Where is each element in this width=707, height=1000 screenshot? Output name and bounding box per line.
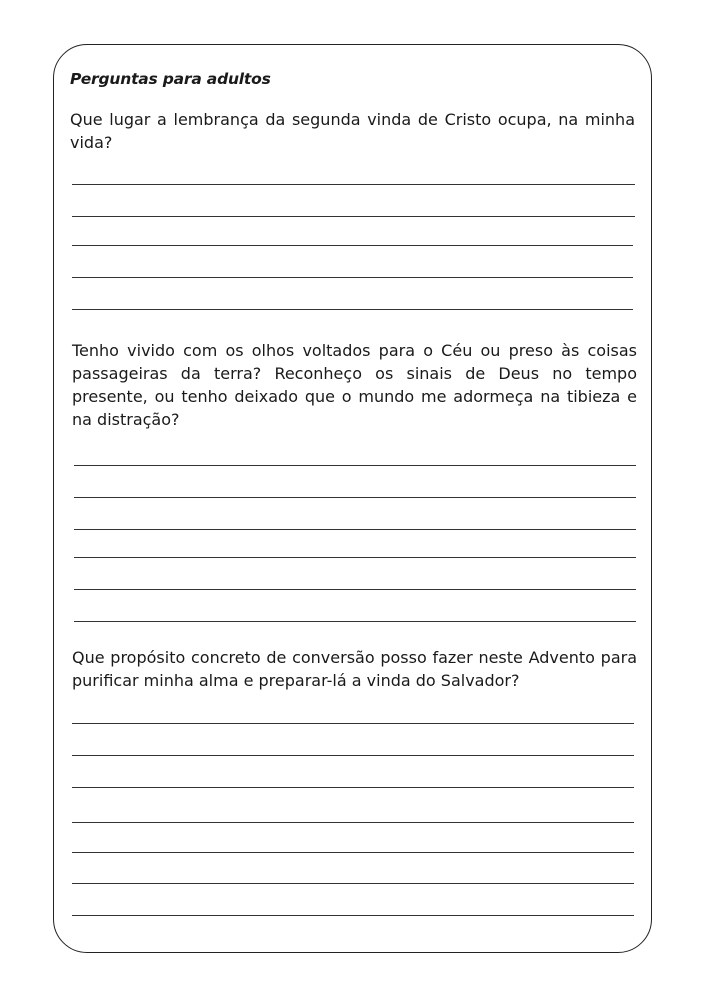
- question-3: Que propósito concreto de conversão posso fazer neste Advento para purificar minha alma e preparar-lá a vinda do Salvador?: [72, 648, 637, 690]
- answer-line[interactable]: [74, 465, 636, 466]
- page-border-frame: [53, 44, 652, 953]
- answer-line[interactable]: [74, 621, 636, 622]
- answer-line[interactable]: [72, 245, 633, 246]
- answer-line[interactable]: [72, 915, 634, 916]
- answer-line[interactable]: [74, 589, 636, 590]
- section-title: Perguntas para adultos: [70, 70, 271, 88]
- answer-line[interactable]: [72, 852, 634, 853]
- answer-line[interactable]: [72, 184, 635, 185]
- answer-line[interactable]: [72, 787, 634, 788]
- answer-line[interactable]: [74, 497, 636, 498]
- answer-line[interactable]: [74, 529, 636, 530]
- question-1: Que lugar a lembrança da segunda vinda de Cristo ocupa, na minha vida?: [70, 110, 635, 152]
- answer-line[interactable]: [72, 755, 634, 756]
- answer-line[interactable]: [72, 309, 633, 310]
- answer-line[interactable]: [72, 822, 634, 823]
- answer-line[interactable]: [74, 557, 636, 558]
- answer-line[interactable]: [72, 216, 635, 217]
- question-2: Tenho vivido com os olhos voltados para o Céu ou preso às coisas passageiras da terra? Reconheço os sinais de Deus no tempo presente, ou tenho deixado que o mundo me adormeça na tibieza e na distração?: [72, 341, 637, 429]
- answer-line[interactable]: [72, 277, 633, 278]
- answer-line[interactable]: [72, 883, 634, 884]
- answer-line[interactable]: [72, 723, 634, 724]
